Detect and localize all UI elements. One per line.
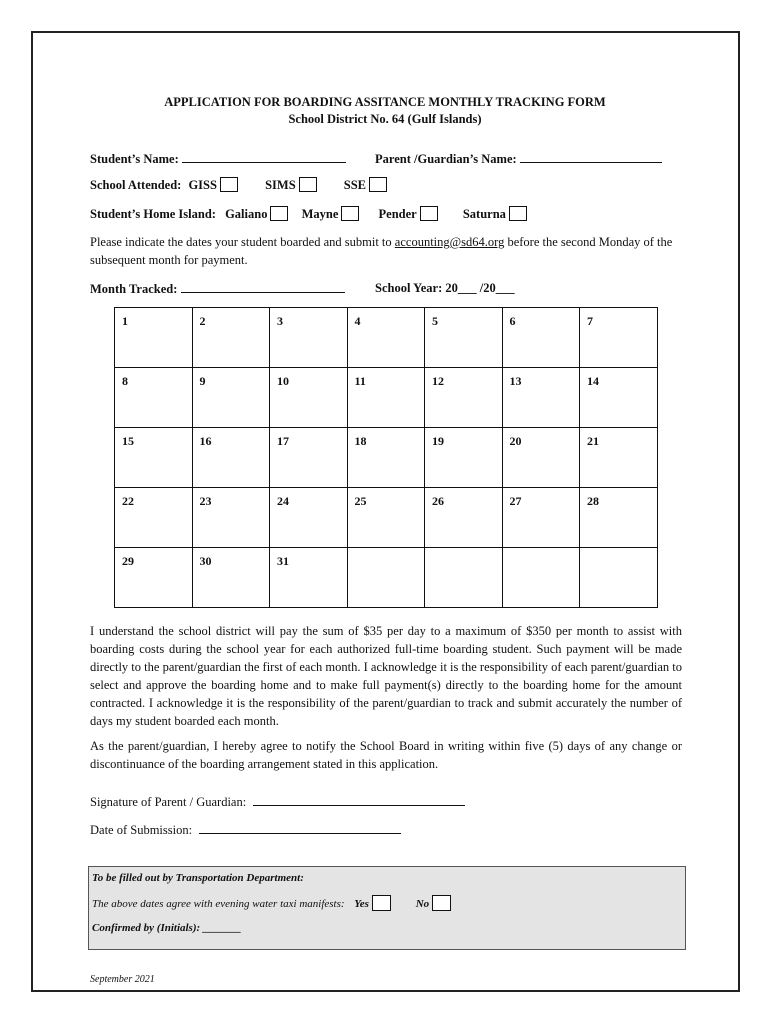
date-of-submission-field[interactable] bbox=[199, 822, 401, 834]
manifest-yes-label: Yes bbox=[354, 898, 369, 910]
date-of-submission-row bbox=[90, 822, 401, 838]
calendar-day-cell[interactable]: 1 bbox=[115, 308, 193, 368]
calendar-day-cell[interactable]: 30 bbox=[192, 548, 270, 608]
signature-label: Signature of Parent / Guardian: bbox=[90, 795, 247, 809]
island-pender-checkbox[interactable] bbox=[420, 206, 438, 221]
school-giss-label: GISS bbox=[188, 178, 217, 192]
form-title: APPLICATION FOR BOARDING ASSITANCE MONTHLY TRACKING FORM bbox=[164, 95, 606, 109]
calendar-day-cell[interactable]: 22 bbox=[115, 488, 193, 548]
manifest-text: The above dates agree with evening water taxi manifests: bbox=[92, 898, 345, 910]
calendar-day-cell[interactable]: 28 bbox=[580, 488, 658, 548]
calendar-day-cell[interactable]: 14 bbox=[580, 368, 658, 428]
confirmed-by-initials-field[interactable]: Confirmed by (Initials): _______ bbox=[92, 922, 242, 934]
transportation-section bbox=[88, 866, 686, 950]
manifest-no-label: No bbox=[415, 898, 430, 910]
calendar-day-cell[interactable]: 27 bbox=[502, 488, 580, 548]
calendar-day-cell[interactable]: 4 bbox=[347, 308, 425, 368]
calendar-week-row bbox=[115, 368, 658, 428]
parent-name-field[interactable] bbox=[520, 151, 662, 163]
calendar-day-cell[interactable]: 17 bbox=[270, 428, 348, 488]
month-tracked-field[interactable] bbox=[181, 281, 345, 293]
agreement-paragraph-1: I understand the school district will pay the sum of $35 per day to a maximum of $350 per month to assist with boarding costs during the school year for each authorized full-time boarding student. Such payment will be made directly to the parent/guardian the first of each month. I acknowledge it is the responsibility of each parent/guardian to select and approve the boarding home and to make full payment(s) directly to the boarding home for the amount contracted. I acknowledge it is the responsibility of the parent/guardian to track and submit accurately the number of days my student boarded each month. bbox=[90, 624, 682, 728]
calendar-day-cell[interactable]: 5 bbox=[425, 308, 503, 368]
calendar-week-row bbox=[115, 428, 658, 488]
island-galiano-checkbox[interactable] bbox=[270, 206, 288, 221]
school-attended-row bbox=[90, 177, 387, 193]
calendar-day-cell[interactable]: 15 bbox=[115, 428, 193, 488]
calendar-day-cell[interactable]: 21 bbox=[580, 428, 658, 488]
island-saturna-checkbox[interactable] bbox=[509, 206, 527, 221]
agreement-paragraph-2: As the parent/guardian, I hereby agree to notify the School Board in writing within five (5) days of any change or discontinuance of the boarding arrangement stated in this application. bbox=[90, 739, 682, 771]
calendar-day-cell[interactable]: 10 bbox=[270, 368, 348, 428]
school-sse-checkbox[interactable] bbox=[369, 177, 387, 192]
school-attended-label: School Attended: bbox=[90, 178, 182, 192]
calendar-day-cell[interactable]: 11 bbox=[347, 368, 425, 428]
island-mayne-label: Mayne bbox=[301, 207, 339, 221]
calendar-day-cell[interactable]: 13 bbox=[502, 368, 580, 428]
date-of-submission-label: Date of Submission: bbox=[90, 823, 193, 837]
calendar-day-cell[interactable]: 31 bbox=[270, 548, 348, 608]
home-island-label: Student’s Home Island: bbox=[90, 207, 216, 221]
month-tracked-label: Month Tracked: bbox=[90, 282, 178, 296]
calendar-day-cell[interactable]: 29 bbox=[115, 548, 193, 608]
instructions-before: Please indicate the dates your student boarded and submit to bbox=[90, 235, 395, 249]
student-name-row bbox=[90, 151, 346, 167]
island-pender-label: Pender bbox=[378, 207, 417, 221]
island-mayne-checkbox[interactable] bbox=[341, 206, 359, 221]
calendar-week-row bbox=[115, 548, 658, 608]
month-tracked-row bbox=[90, 281, 345, 297]
calendar-day-cell[interactable]: 24 bbox=[270, 488, 348, 548]
manifest-row bbox=[92, 895, 451, 911]
island-galiano-label: Galiano bbox=[225, 207, 268, 221]
calendar-day-cell[interactable]: 16 bbox=[192, 428, 270, 488]
calendar-day-cell[interactable]: 8 bbox=[115, 368, 193, 428]
student-name-label: Student’s Name: bbox=[90, 152, 179, 166]
instructions-after: before the second Monday of the subsequent month for payment. bbox=[90, 235, 673, 267]
calendar-day-cell[interactable]: 9 bbox=[192, 368, 270, 428]
school-year-field[interactable]: School Year: 20___ /20___ bbox=[375, 281, 515, 295]
student-name-field[interactable] bbox=[182, 151, 346, 163]
manifest-no-checkbox[interactable] bbox=[432, 895, 451, 911]
calendar-day-cell[interactable] bbox=[347, 548, 425, 608]
calendar-day-cell[interactable]: 18 bbox=[347, 428, 425, 488]
calendar-week-row bbox=[115, 488, 658, 548]
signature-row bbox=[90, 794, 465, 810]
calendar-day-cell[interactable]: 12 bbox=[425, 368, 503, 428]
school-sims-label: SIMS bbox=[265, 178, 296, 192]
home-island-row bbox=[90, 206, 527, 222]
calendar-day-cell[interactable]: 19 bbox=[425, 428, 503, 488]
form-subtitle: School District No. 64 (Gulf Islands) bbox=[288, 112, 482, 126]
calendar-day-cell[interactable] bbox=[580, 548, 658, 608]
island-saturna-label: Saturna bbox=[462, 207, 506, 221]
signature-field[interactable] bbox=[253, 794, 465, 806]
calendar-day-cell[interactable]: 7 bbox=[580, 308, 658, 368]
calendar-day-cell[interactable]: 2 bbox=[192, 308, 270, 368]
parent-name-label: Parent /Guardian’s Name: bbox=[375, 152, 517, 166]
instructions-text bbox=[90, 233, 682, 269]
calendar-day-cell[interactable]: 25 bbox=[347, 488, 425, 548]
calendar-day-cell[interactable]: 20 bbox=[502, 428, 580, 488]
school-sse-label: SSE bbox=[343, 178, 367, 192]
footer-date: September 2021 bbox=[90, 974, 155, 985]
calendar-day-cell[interactable]: 26 bbox=[425, 488, 503, 548]
school-sims-checkbox[interactable] bbox=[299, 177, 317, 192]
transportation-heading: To be filled out by Transportation Department: bbox=[92, 872, 304, 884]
calendar-day-cell[interactable]: 3 bbox=[270, 308, 348, 368]
calendar-week-row bbox=[115, 308, 658, 368]
school-giss-checkbox[interactable] bbox=[220, 177, 238, 192]
manifest-yes-checkbox[interactable] bbox=[372, 895, 391, 911]
calendar-day-cell[interactable] bbox=[425, 548, 503, 608]
calendar-day-cell[interactable] bbox=[502, 548, 580, 608]
calendar-day-cell[interactable]: 6 bbox=[502, 308, 580, 368]
parent-name-row bbox=[375, 151, 662, 167]
calendar-day-cell[interactable]: 23 bbox=[192, 488, 270, 548]
calendar-grid bbox=[114, 307, 658, 608]
accounting-email-link[interactable]: accounting@sd64.org bbox=[394, 235, 505, 249]
